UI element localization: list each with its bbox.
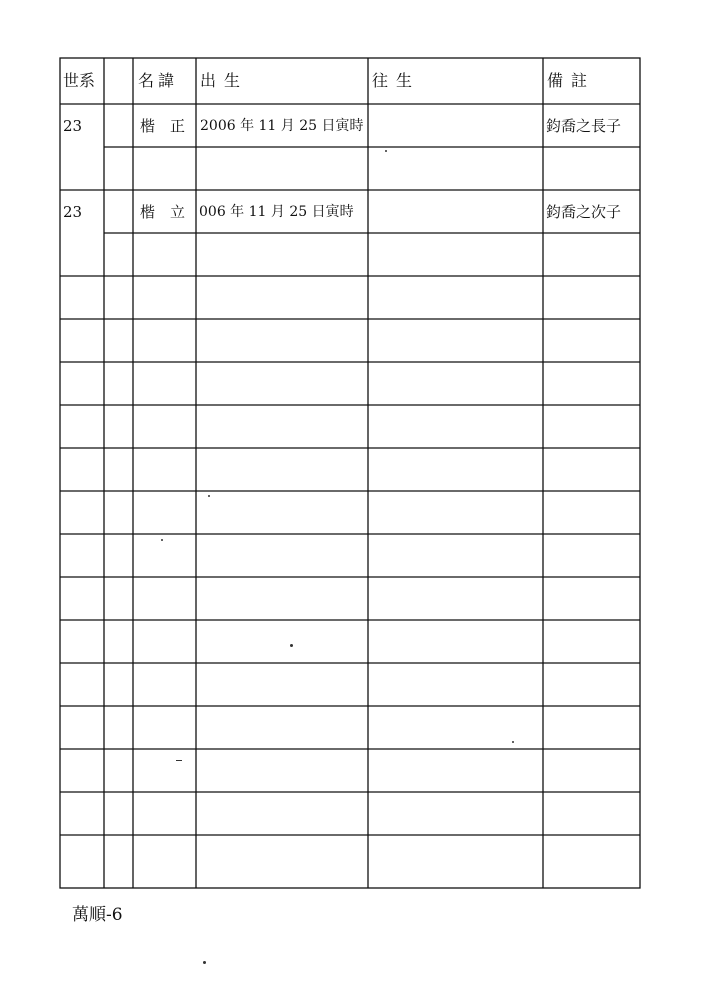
scan-speck — [203, 961, 206, 964]
scan-speck — [512, 741, 514, 743]
record-birth: 006 年 11 月 25 日寅時 — [199, 204, 354, 220]
scan-speck — [385, 150, 387, 152]
header-generation: 世系 — [63, 71, 96, 90]
header-birth: 出生 — [200, 71, 249, 90]
record-name: 楷 正 — [140, 117, 186, 135]
record-birth: 2006 年 11 月 25 日寅時 — [200, 118, 364, 134]
record-name: 楷 立 — [140, 203, 186, 221]
record-generation: 23 — [63, 203, 83, 221]
record-remarks: 鈞喬之次子 — [546, 203, 622, 221]
scan-speck — [208, 495, 210, 497]
record-remarks: 鈞喬之長子 — [546, 117, 622, 135]
record-generation: 23 — [63, 117, 83, 135]
scan-speck — [161, 539, 163, 541]
scan-speck — [176, 760, 182, 761]
header-death: 往生 — [372, 71, 421, 90]
page-label: 萬順-6 — [72, 905, 123, 925]
header-name: 名諱 — [138, 71, 179, 90]
header-remarks: 備註 — [547, 71, 596, 90]
scan-speck — [290, 644, 293, 647]
